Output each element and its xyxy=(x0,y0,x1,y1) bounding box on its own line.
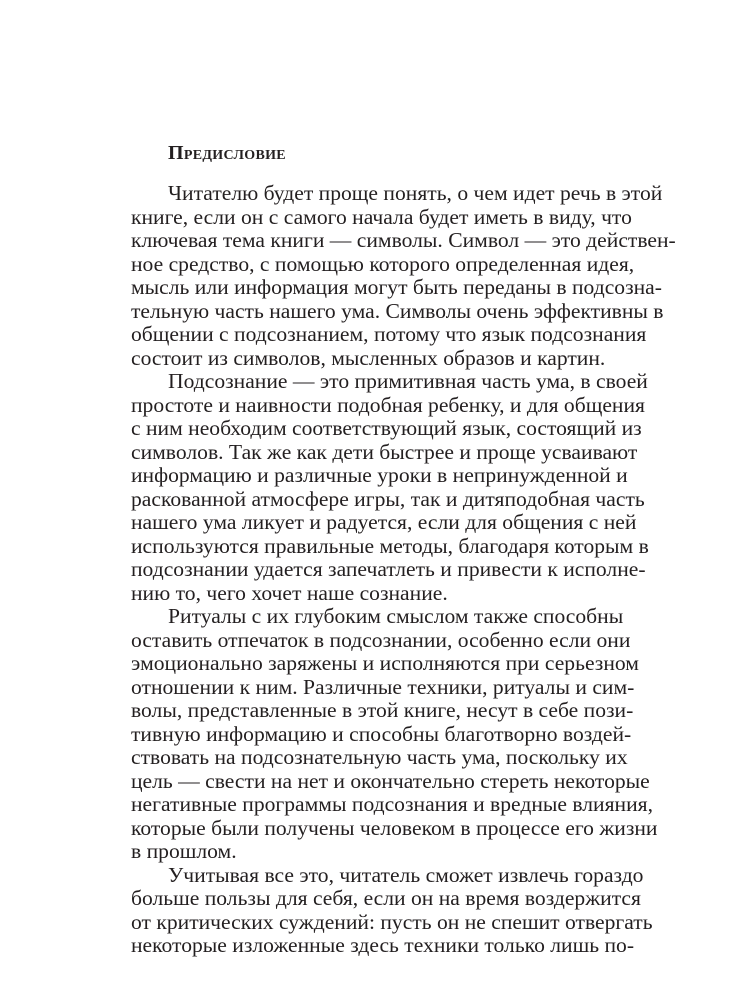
text-line: в прошлом. xyxy=(131,839,237,863)
text-line: используются правильные методы, благодаря которым в xyxy=(131,533,649,558)
text-line: символов. Так же как дети быстрее и проще усваивают xyxy=(131,439,638,464)
text-line: Ритуалы с их глубоким смыслом также способны xyxy=(168,604,624,628)
text-line: волы, представленные в этой книге, несут в себе пози- xyxy=(131,698,634,722)
text-line: ное средство, с помощью которого определенная идея, xyxy=(131,251,635,276)
text-line: нию то, чего хочет наше сознание. xyxy=(131,580,448,605)
text-line: некоторые изложенные здесь техники только лишь по- xyxy=(131,933,635,957)
text-line: тельную часть нашего ума. Символы очень эффективны в xyxy=(131,298,664,323)
text-line: нашего ума ликует и радуется, если для общения с ней xyxy=(131,510,637,534)
text-line: состоит из символов, мысленных образов и картин. xyxy=(131,345,606,370)
text-line: негативные программы подсознания и вредные влияния, xyxy=(131,792,653,816)
paragraph xyxy=(131,862,653,958)
paragraph xyxy=(131,604,658,864)
body-text xyxy=(131,181,676,958)
text-line: книге, если он с самого начала будет иметь в виду, что xyxy=(131,204,632,229)
text-line: от критических суждений: пусть он не спешит отвергать xyxy=(131,909,653,934)
text-line: ствовать на подсознательную часть ума, поскольку их xyxy=(131,745,628,769)
text-line: раскованной атмосфере игры, так и дитяподобная часть xyxy=(131,486,645,511)
text-line: Подсознание — это примитивная часть ума, в своей xyxy=(168,369,648,393)
text-line: тивную информацию и способны благотворно воздей- xyxy=(131,721,632,746)
paragraph xyxy=(131,181,676,370)
text-line: Читателю будет проще понять, о чем идет речь в этой xyxy=(168,181,663,205)
text-line: отношении к ним. Различные техники, ритуалы и сим- xyxy=(131,674,635,699)
text-line: оставить отпечаток в подсознании, особенно если они xyxy=(131,627,631,652)
paragraph xyxy=(131,369,649,605)
text-line: Учитывая все это, читатель сможет извлечь гораздо xyxy=(168,862,644,887)
text-line: больше пользы для себя, если он на время воздержится xyxy=(131,886,641,910)
text-line: с ним необходим соответствующий язык, состоящий из xyxy=(131,416,642,440)
text-line: информацию и различные уроки в непринужденной и xyxy=(131,463,628,487)
text-line: которые были получены человеком в процессе его жизни xyxy=(131,815,658,840)
chapter-heading: Предисловие xyxy=(168,142,286,164)
text-line: эмоционально заряжены и исполняются при серьезном xyxy=(131,651,639,675)
text-line: мысль или информация могут быть переданы в подсозна- xyxy=(131,275,662,299)
text-line: простоте и наивности подобная ребенку, и для общения xyxy=(131,392,645,417)
text-line: общении с подсознанием, потому что язык подсознания xyxy=(131,322,647,346)
text-line: цель — свести на нет и окончательно стереть некоторые xyxy=(131,768,650,793)
text-line: ключевая тема книги — символы. Символ — это действен- xyxy=(131,228,676,252)
text-line: подсознании удается запечатлеть и привести к исполне- xyxy=(131,557,646,581)
